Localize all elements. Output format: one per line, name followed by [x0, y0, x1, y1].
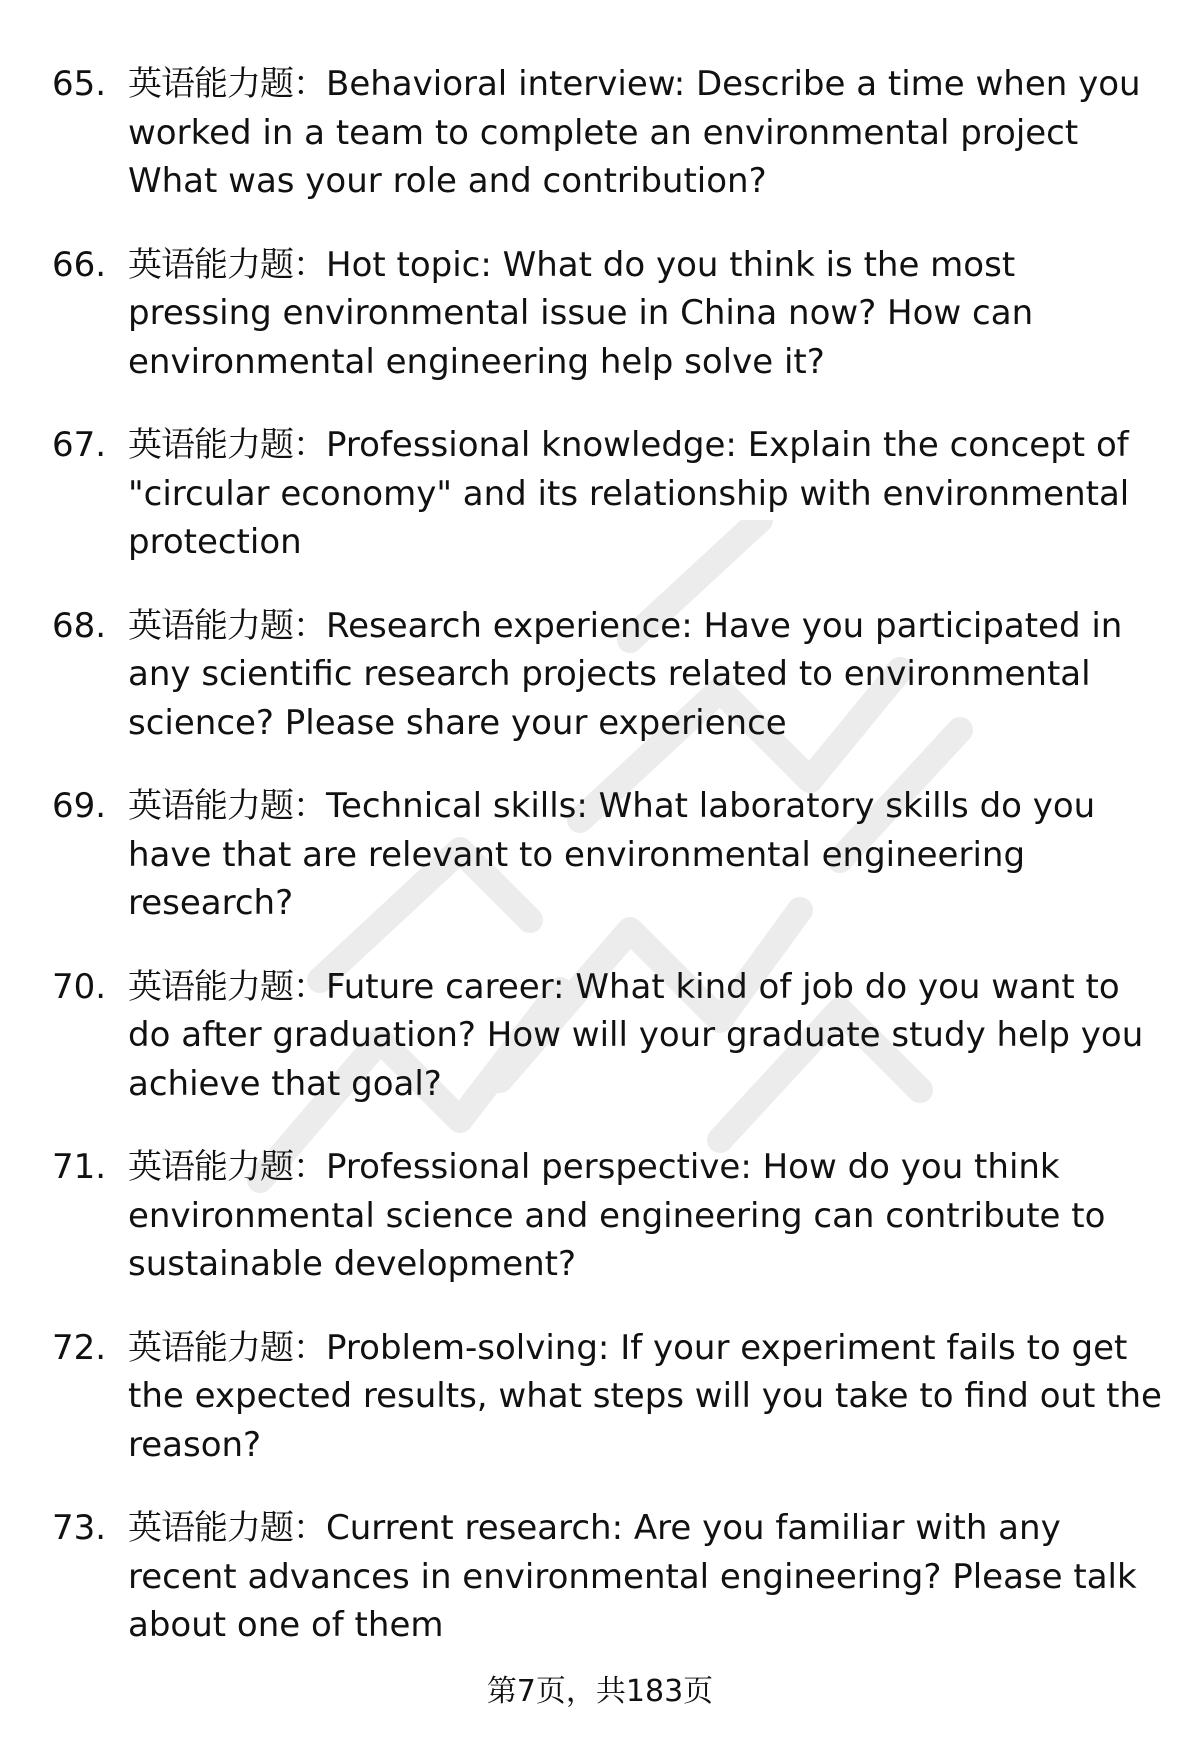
question-category: 英语能力题： [128, 244, 326, 285]
question-category: 英语能力题： [128, 1508, 326, 1548]
question-text: Behavioral interview: Describe a time when you worked in a team to complete an environmental project What was your role and contribution? [128, 64, 1141, 201]
question-item [52, 782, 1162, 928]
question-item [52, 963, 1162, 1109]
question-body [128, 782, 1162, 928]
question-body [128, 963, 1162, 1109]
question-text: Professional knowledge: Explain the concept of "circular economy" and its relationship with environmental protection [128, 425, 1130, 562]
question-number: 73. [52, 1508, 107, 1548]
question-number: 72. [52, 1327, 107, 1368]
question-number: 70. [52, 966, 107, 1007]
question-body [128, 1143, 1162, 1289]
question-text: Technical skills: What laboratory skills do you have that are relevant to environmental engineering research? [128, 786, 1096, 923]
question-body [128, 602, 1162, 748]
question-category: 英语能力题： [128, 1327, 326, 1368]
question-number: 67. [52, 425, 107, 465]
question-text: Problem-solving: If your experiment fails to get the expected results, what steps will you take to find out the reason? [128, 1327, 1162, 1465]
question-category: 英语能力题： [128, 425, 326, 465]
question-item [52, 60, 1162, 206]
question-text: Current research: Are you familiar with any recent advances in environmental engineering? Please talk about one of them [128, 1508, 1137, 1645]
question-body [128, 1504, 1162, 1650]
page-footer: 第7页，共183页 [486, 1674, 714, 1709]
question-body [128, 421, 1162, 567]
question-category: 英语能力题： [128, 64, 326, 104]
question-number: 69. [52, 786, 107, 826]
question-text: Future career: What kind of job do you want to do after graduation? How will your graduate study help you achieve that goal? [128, 966, 1144, 1104]
question-number: 71. [52, 1147, 107, 1187]
question-category: 英语能力题： [128, 966, 326, 1007]
question-number: 66. [52, 244, 107, 285]
question-text: Research experience: Have you participated in any scientific research projects related to environmental science? Please share your experience [128, 605, 1123, 743]
question-body [128, 1324, 1162, 1470]
question-number: 65. [52, 64, 107, 104]
question-item [52, 241, 1162, 387]
question-item [52, 1143, 1162, 1289]
question-item [52, 1504, 1162, 1650]
question-category: 英语能力题： [128, 605, 326, 646]
question-list [52, 60, 1162, 1685]
question-item [52, 1324, 1162, 1470]
question-category: 英语能力题： [128, 786, 326, 826]
question-number: 68. [52, 605, 107, 646]
question-item [52, 421, 1162, 567]
question-item [52, 602, 1162, 748]
question-text: Hot topic: What do you think is the most pressing environmental issue in China now? How can environmental engineering help solve it? [128, 244, 1034, 382]
question-body [128, 60, 1162, 206]
question-category: 英语能力题： [128, 1147, 326, 1187]
question-text: Professional perspective: How do you think environmental science and engineering can contribute to sustainable development? [128, 1147, 1106, 1284]
question-body [128, 241, 1162, 387]
